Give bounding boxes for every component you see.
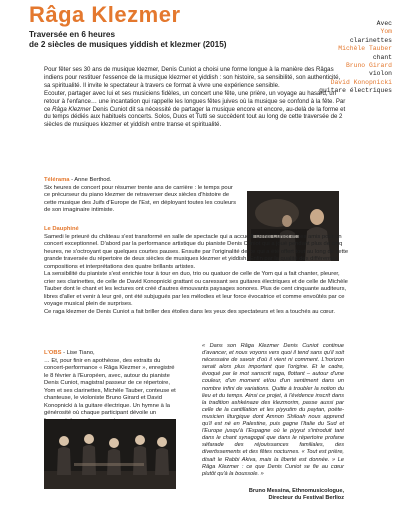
member-role: guitare électriques (319, 87, 392, 95)
lineup-avec: Avec (376, 20, 392, 27)
intro-paragraph-2 (44, 90, 348, 130)
quote-block (202, 343, 344, 478)
subtitle-line-2: de 2 siècles de musiques yiddish et klezmer (2015) (29, 40, 227, 49)
review-source: Le Dauphiné (44, 226, 79, 232)
page-title: Râga Klezmer (29, 2, 181, 27)
review-telerama (44, 177, 240, 215)
review-text: … Et, pour finir en apothéose, des extraits du concert-performance « Râga Klezmer », enregistré le 8 février à l'Européen, avec, autour du pianiste Denis Cuniot, magistral passeur de ce répertoire, Yom et ses clarinettes, Michèle Tauber, conteuse et chanteuse, le violoniste Bruno Girard et David Konopnicki à la guitare électrique. Un hymne à la générosité où chaque participant dévoile un (44, 357, 176, 416)
intro-text (44, 66, 348, 129)
review-text: Six heures de concert pour résumer trente ans de carrière : le temps pour ce précurseur du piano klezmer de retraverser deux siècles d'histoire de cette musique des Juifs d'Europe de l'Est, en déployant toutes les couleurs de son imaginaire intimiste. (44, 184, 237, 213)
band-photo-image (44, 419, 176, 489)
member-name: Bruno Girard (345, 62, 392, 70)
member-name: Yom (380, 28, 392, 36)
quote-signature-title: Directeur du Festival Berlioz (268, 495, 344, 502)
member-role: violon (368, 70, 392, 78)
review-dauphine (44, 226, 350, 316)
subtitle-line-1: Traversée en 6 heures (29, 30, 116, 39)
quote-signature-name: Bruno Messina, Ethnomusicologue, (248, 488, 344, 494)
intro-p2-start: Ecouter, partager avec lui et ses musiciens fidèles, un concert une fête, une prière, un voyage au hasard, un retour à l'enfance… une incantation qui rappelle les longues fêtes juives où la musique se confond à la fête. Par ce (44, 89, 346, 113)
intro-p2-title: Râga Klezmer (52, 105, 91, 113)
intro-paragraph-1: Pour fêter ses 30 ans de musique klezmer, Denis Cuniot a choisi une forme longue à la manière des Râgas indiens pour restituer l'essence de la musique klezmer et yiddish : son histoire, sa sensibilité, son authenticité, sa spiritualité. Il invite le spectateur à travers ce format à vivre une expérience sensible. (44, 66, 341, 89)
member-name: David Konopnicki (330, 78, 392, 86)
review-text-2: La sensibilité du pianiste s'est enrichie tour à tour en duo, trio ou quatuor de celle de Yom qui a fait chanter, pleurer, crier ses clarinettes, de celle de David Konopnicki grattant ou caressant ses guitares électriques et de celle de Michèle Tauber dont le chant et les lectures ont créé d'autres émouvants paysages sonores. Plus de cent cinquante auditeurs, libres d'aller et venir à leur gré, ont été subjugués par les mélodies et leur force évocatrice et comme envoûtés par ce voyage musical plein de surprises. (44, 271, 348, 307)
member-role: clarinettes (349, 36, 392, 44)
review-obs (44, 350, 178, 425)
member-name: Michèle Tauber (338, 45, 392, 53)
review-author: - Lise Tiano, (61, 350, 95, 356)
member-role: chant (372, 53, 392, 61)
review-author: - Anne Berthod. (69, 177, 112, 183)
intro-p2-end: Denis Cuniot dit sa nécessité de partager la musique encore et encore, au-delà de la forme et du temps dédiés aux habituels concerts. Solos, Duos et Tutti se succèdent tout au long de cette traversée de 2 siècles de musiques klezmer et yiddish entre transe et spiritualité. (44, 105, 346, 129)
quote-signature (202, 488, 344, 502)
review-text-1: Samedi le prieuré du château s'est transformé en salle de spectacle qui a accueilli Denis Cuniot et ses amis pour un concert exceptionnel. D'abord par la performance artistique du pianiste Denis Cuniot qui a joué pendant plus de cinq heures, ne s'octroyant que quelques courtes pauses. Ensuite par l'originalité de ce qui a été offert tout au long de cette grande traversée du répertoire de deux siècles de musiques klezmer et yiddish. Enfin par la qualité des différentes compositions et interprétations des quatre brillants artistes. (44, 233, 349, 270)
quote-text: « Dans son Râga Klezmer Denis Cuniot continue d'avancer, et nous voyons vers quoi il tend sans qu'il soit nécessaire de savoir d'où il vient ni comment. L'horizon serait alors plus important que l'origine. Et le cadre, évoqué par le mot sanscrit raga, flottant – autour d'une couleur, d'un moment et/ou d'un sentiment dans un nombre infini de variations. Quitte à troubler la notion du lieu et du temps. Ainsi ce projet, à l'évidence inscrit dans la tradition ashkénaze des klezmorim, passe aussi par celle de la cantillation et les piyyutim du paytan, poète-musicien liturgique dont Amnon Shiloah nous apprend qu'il est né en Palestine, puis gagne l'Italie du Sud et l'Europe jusqu'à l'Espagne où le piyyut s'introduit tant dans le chant synagogal que dans le répertoire profane séfarade des réjouissances familiales, des divertissements et des fêtes nocturnes. « Tout est prière, disait le Rabbi Akiva, mais la liberté est donnée. » Le Râga Klezmer : ce que Denis Cuniot se fie au cœur plutôt qu'à la boussole. » (202, 343, 344, 477)
review-source: L'OBS (44, 350, 62, 356)
review-text-3: Ce raga klezmer de Denis Cuniot a fait briller des étoiles dans les yeux des spectateurs et les a touchés au cœur. (44, 308, 335, 315)
band-photo (44, 419, 176, 489)
review-source: Télérama (44, 177, 70, 183)
